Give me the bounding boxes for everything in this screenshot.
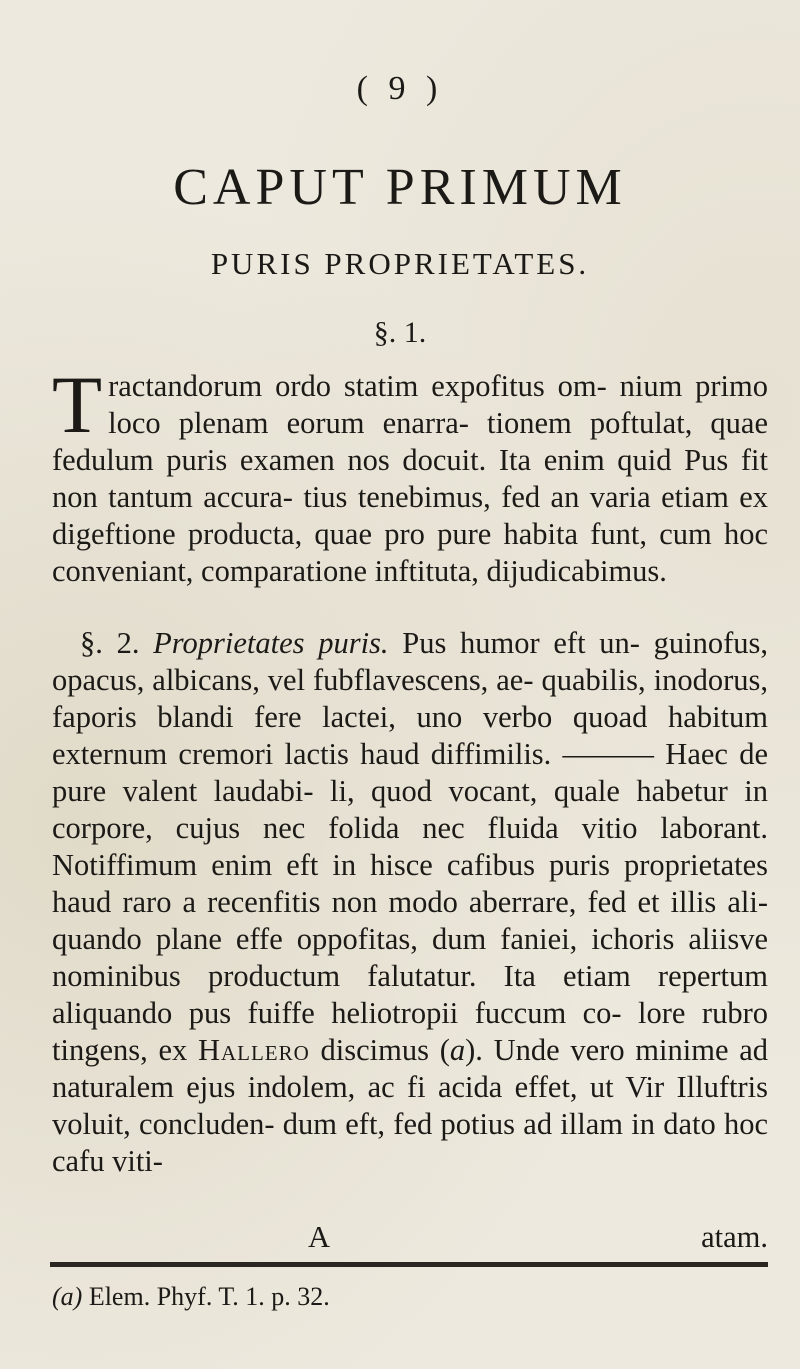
section-2-label: §. 2. [80, 626, 140, 660]
paragraph-2-text-b: discimus ( [320, 1033, 450, 1067]
footnote [52, 1282, 330, 1312]
paragraph-1-text: ractandorum ordo statim expofitus om- nium primo loco plenam eorum enarra- tionem poftulat, quae fedulum puris examen nos docuit. Ita enim quid Pus fit non tantum accura- tius tenebimus, fed an varia etiam ex digeftione producta, quae pro pure habita funt, cum hoc conveniant, comparatione inftituta, dijudicabimus. [52, 369, 768, 588]
footnote-mark: (a) [52, 1282, 83, 1311]
page-number: ( 9 ) [356, 70, 444, 107]
footnote-text: Elem. Phyf. T. 1. p. 32. [88, 1282, 330, 1311]
paragraph-2-text-c: ). Unde vero minime ad naturalem ejus indolem, ac fi acida effet, ut Vir Illuftris voluit, concluden- dum eft, fed potius ad illam in dato hoc cafu viti- [52, 1033, 768, 1178]
drop-cap: T [52, 359, 103, 450]
catchword: atam. [701, 1220, 768, 1254]
section-1-label: §. 1. [373, 316, 427, 349]
paragraph-2 [52, 625, 768, 1180]
author-name: Hallero [197, 1033, 310, 1067]
signature-mark: A [308, 1220, 331, 1254]
section-2-title: Proprietates puris. [153, 626, 389, 660]
chapter-subtitle: PURIS PROPRIETATES. [210, 246, 590, 281]
chapter-title: CAPUT PRIMUM [173, 159, 627, 216]
footnote-reference: a [449, 1033, 466, 1067]
footnote-rule [50, 1262, 768, 1267]
paragraph-1 [52, 359, 768, 590]
paragraph-2-text-a: Pus humor eft un- guinofus, opacus, albicans, vel fubflavescens, ae- quabilis, inodorus, faporis blandi fere lactei, uno verbo quoad habitum externum cremori lactis haud diffimilis. ——— Haec de pure valent laudabi- li, quod vocant, quale habetur in corpore, cujus nec folida nec fluida vitio laborant. Notiffimum enim eft in hisce cafibus puris proprietates haud raro a recenfitis non modo aberrare, fed et illis ali- quando plane effe oppofitas, dum faniei, ichoris aliisve nominibus productum falutatur. Ita etiam repertum aliquando pus fuiffe heliotropii fuccum co- lore rubro tingens, ex [52, 626, 768, 1067]
signature-line [52, 1220, 768, 1257]
